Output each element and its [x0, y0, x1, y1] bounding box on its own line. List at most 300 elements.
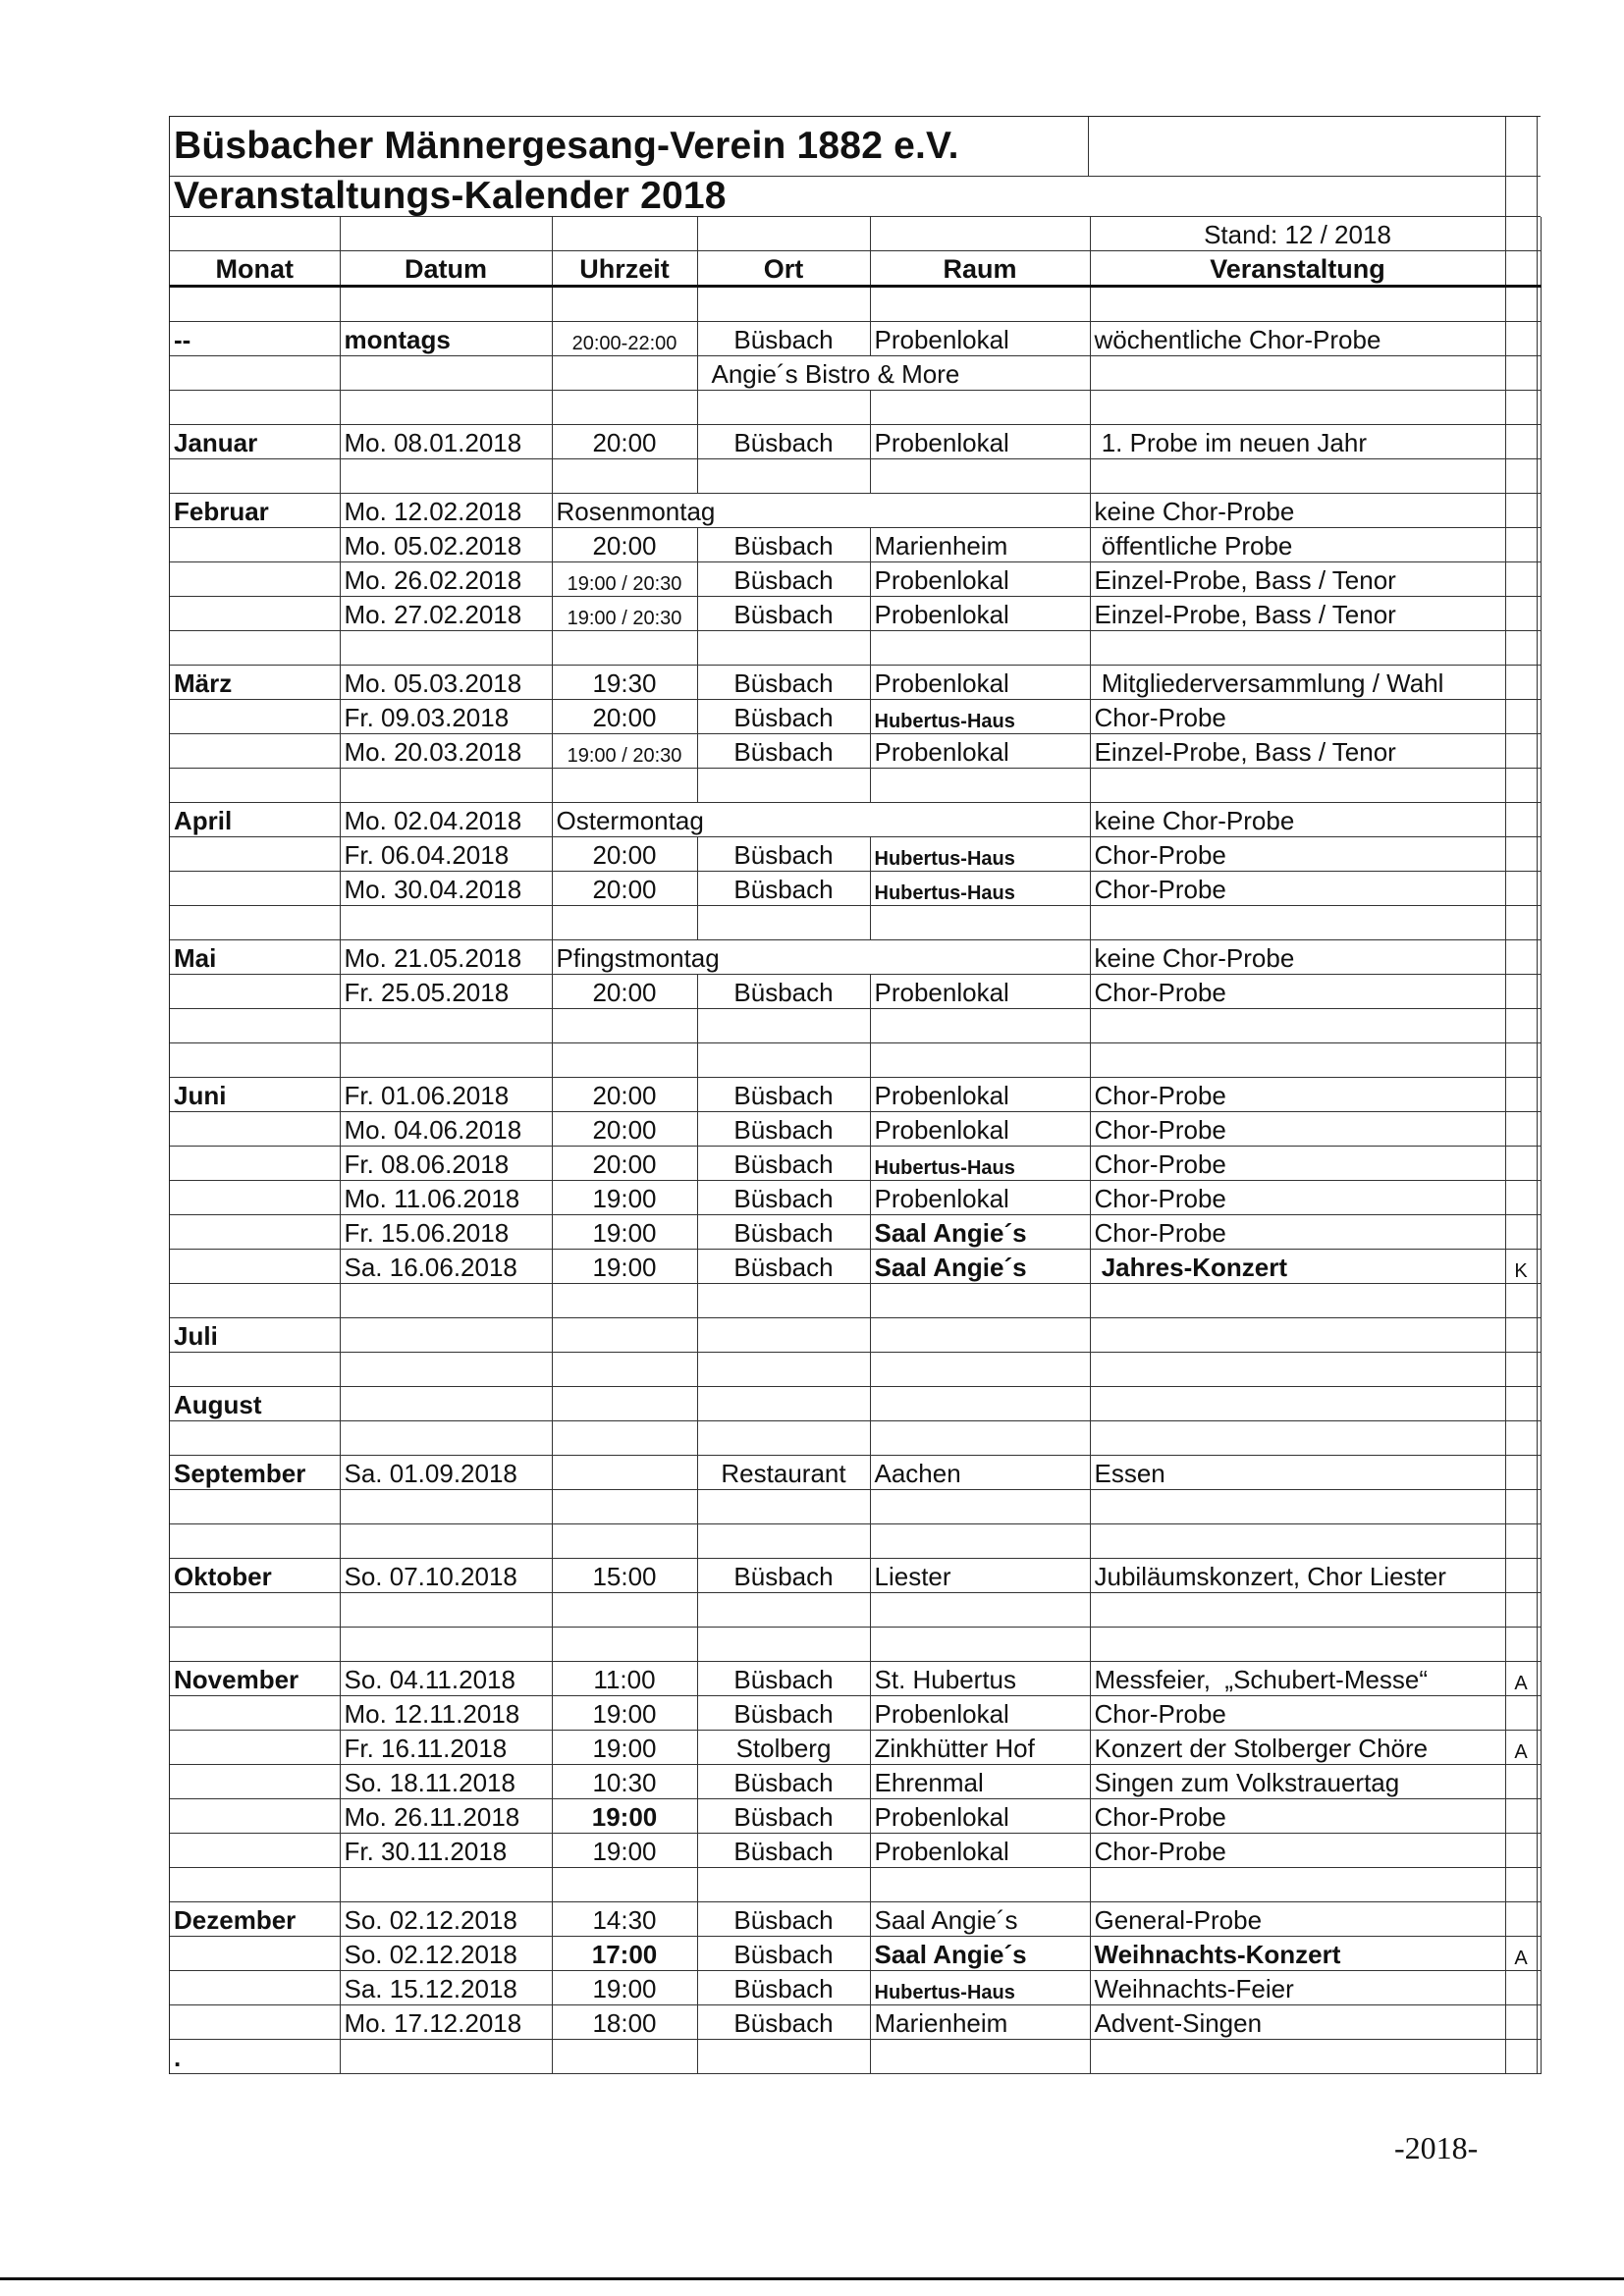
cell-raum: Aachen — [870, 1456, 1090, 1490]
cell-raum — [870, 1868, 1090, 1902]
cell-veranstaltung: Chor-Probe — [1090, 1696, 1505, 1731]
cell-datum — [340, 769, 552, 803]
cell-mark — [1505, 1009, 1537, 1043]
cell-uhrzeit: 19:00 — [552, 1250, 697, 1284]
cell-edge — [1537, 1181, 1541, 1215]
cell-datum: Mo. 04.06.2018 — [340, 1112, 552, 1147]
cell-uhrzeit: 19:30 — [552, 666, 697, 700]
cell-edge — [1537, 528, 1541, 562]
cell-uhrzeit: 15:00 — [552, 1559, 697, 1593]
cell-raum: Liester — [870, 1559, 1090, 1593]
cell-raum: Hubertus-Haus — [870, 872, 1090, 906]
cell-veranstaltung: Konzert der Stolberger Chöre — [1090, 1731, 1505, 1765]
cell-mark: A — [1505, 1937, 1537, 1971]
cell-datum — [340, 1490, 552, 1524]
cell-ort: Büsbach — [697, 1078, 870, 1112]
cell-monat — [170, 1215, 340, 1250]
events-table — [170, 217, 1542, 2074]
cell-edge — [1537, 1250, 1541, 1284]
cell-uhrzeit: 19:00 / 20:30 — [552, 597, 697, 631]
cell-monat: März — [170, 666, 340, 700]
cell-veranstaltung — [1090, 391, 1505, 425]
cell-veranstaltung: Singen zum Volkstrauertag — [1090, 1765, 1505, 1799]
cell-edge — [1537, 459, 1541, 494]
cell-ort: Büsbach — [697, 1147, 870, 1181]
cell-datum: Fr. 09.03.2018 — [340, 700, 552, 734]
cell-datum — [340, 1043, 552, 1078]
cell-raum — [870, 2040, 1090, 2074]
cell-datum — [340, 631, 552, 666]
cell-veranstaltung — [1090, 2040, 1505, 2074]
cell-edge — [1537, 1043, 1541, 1078]
cell-datum: Sa. 01.09.2018 — [340, 1456, 552, 1490]
cell-monat: August — [170, 1387, 340, 1421]
table-row — [170, 1318, 1541, 1353]
cell-monat: Dezember — [170, 1902, 340, 1937]
table-row — [170, 1147, 1541, 1181]
table-row — [170, 1043, 1541, 1078]
col-ort: Ort — [697, 251, 870, 287]
stand-row — [170, 217, 1541, 251]
cell-uhrzeit — [552, 356, 697, 391]
cell-ort: Büsbach — [697, 1696, 870, 1731]
subtitle-row — [170, 177, 1541, 217]
cell-monat — [170, 769, 340, 803]
table-row — [170, 837, 1541, 872]
cell-datum — [340, 1524, 552, 1559]
cell-mark — [1505, 700, 1537, 734]
cell-ort: Restaurant — [697, 1456, 870, 1490]
cell-raum: Probenlokal — [870, 975, 1090, 1009]
cell-ort: Büsbach — [697, 700, 870, 734]
cell-uhrzeit — [552, 1524, 697, 1559]
cell-mark — [1505, 1112, 1537, 1147]
cell-monat — [170, 1868, 340, 1902]
cell-edge — [1537, 803, 1541, 837]
cell-mark: K — [1505, 1250, 1537, 1284]
cell-edge — [1537, 597, 1541, 631]
cell-monat: Juli — [170, 1318, 340, 1353]
cell-edge — [1537, 1731, 1541, 1765]
cell-mark — [1505, 1043, 1537, 1078]
cell-mark: A — [1505, 1662, 1537, 1696]
cell-mark — [1505, 906, 1537, 940]
cell-monat — [170, 975, 340, 1009]
cell-ort — [697, 1593, 870, 1628]
table-row — [170, 391, 1541, 425]
cell-raum: St. Hubertus — [870, 1662, 1090, 1696]
cell-mark — [1505, 2040, 1537, 2074]
cell-veranstaltung: Chor-Probe — [1090, 1834, 1505, 1868]
cell-monat — [170, 459, 340, 494]
table-row — [170, 1731, 1541, 1765]
cell-uhrzeit — [552, 1009, 697, 1043]
cell-veranstaltung: Chor-Probe — [1090, 1215, 1505, 1250]
cell-ort — [697, 1421, 870, 1456]
cell-monat — [170, 1250, 340, 1284]
cell-veranstaltung: Chor-Probe — [1090, 1078, 1505, 1112]
cell-edge — [1537, 322, 1541, 356]
cell-veranstaltung: Mitgliederversammlung / Wahl — [1090, 666, 1505, 700]
cell-raum: Hubertus-Haus — [870, 1971, 1090, 2005]
column-header-row — [170, 251, 1541, 287]
cell-uhrzeit — [552, 287, 697, 322]
cell-ort: Büsbach — [697, 1834, 870, 1868]
table-row — [170, 1181, 1541, 1215]
cell-monat: September — [170, 1456, 340, 1490]
cell-monat — [170, 1043, 340, 1078]
cell-uhrzeit: 14:30 — [552, 1902, 697, 1937]
cell-veranstaltung: Einzel-Probe, Bass / Tenor — [1090, 597, 1505, 631]
cell-raum: Marienheim — [870, 2005, 1090, 2040]
cell-ort — [697, 1524, 870, 1559]
cell-datum: Mo. 05.03.2018 — [340, 666, 552, 700]
cell-datum — [340, 356, 552, 391]
cell-ort: Büsbach — [697, 1112, 870, 1147]
cell-edge — [1537, 1902, 1541, 1937]
cell-edge — [1537, 1799, 1541, 1834]
cell-veranstaltung: Chor-Probe — [1090, 872, 1505, 906]
cell-edge — [1537, 1628, 1541, 1662]
cell-veranstaltung — [1090, 1868, 1505, 1902]
cell-raum — [870, 769, 1090, 803]
cell-edge — [1537, 940, 1541, 975]
cell-veranstaltung: Chor-Probe — [1090, 1799, 1505, 1834]
cell-monat — [170, 2005, 340, 2040]
cell-mark — [1505, 1456, 1537, 1490]
cell-monat: . — [170, 2040, 340, 2074]
cell-mark — [1505, 940, 1537, 975]
cell-monat: Februar — [170, 494, 340, 528]
cell-uhrzeit: 19:00 — [552, 1731, 697, 1765]
cell-monat — [170, 1834, 340, 1868]
cell-datum — [340, 1318, 552, 1353]
calendar-title: Veranstaltungs-Kalender 2018 — [174, 175, 727, 217]
cell-mark — [1505, 1834, 1537, 1868]
cell-ort: Büsbach — [697, 837, 870, 872]
cell-ort: Büsbach — [697, 975, 870, 1009]
cell-monat — [170, 631, 340, 666]
cell-ort: Büsbach — [697, 1765, 870, 1799]
cell-uhrzeit: 19:00 / 20:30 — [552, 562, 697, 597]
cell-ort — [697, 1043, 870, 1078]
cell-veranstaltung — [1090, 769, 1505, 803]
cell-uhrzeit: 20:00 — [552, 700, 697, 734]
cell-veranstaltung: Chor-Probe — [1090, 975, 1505, 1009]
cell-mark — [1505, 528, 1537, 562]
cell-raum — [870, 1318, 1090, 1353]
col-raum: Raum — [870, 251, 1090, 287]
cell-veranstaltung: keine Chor-Probe — [1090, 940, 1505, 975]
cell-veranstaltung: Advent-Singen — [1090, 2005, 1505, 2040]
cell-monat: April — [170, 803, 340, 837]
table-row — [170, 1868, 1541, 1902]
cell-uhrzeit — [552, 631, 697, 666]
cell-ort — [697, 1490, 870, 1524]
table-row — [170, 1799, 1541, 1834]
cell-mark — [1505, 1971, 1537, 2005]
cell-raum: Probenlokal — [870, 666, 1090, 700]
cell-ort: Büsbach — [697, 1799, 870, 1834]
cell-datum: Mo. 21.05.2018 — [340, 940, 552, 975]
cell-raum: Probenlokal — [870, 1834, 1090, 1868]
cell-uhrzeit: 18:00 — [552, 2005, 697, 2040]
cell-mark — [1505, 1078, 1537, 1112]
cell-raum: Saal Angie´s — [870, 1215, 1090, 1250]
cell-edge — [1537, 2040, 1541, 2074]
cell-ort: Büsbach — [697, 1662, 870, 1696]
cell-monat — [170, 700, 340, 734]
cell-ort: Büsbach — [697, 872, 870, 906]
cell-ort: Büsbach — [697, 1902, 870, 1937]
cell-uhrzeit — [552, 1456, 697, 1490]
cell-datum: Fr. 01.06.2018 — [340, 1078, 552, 1112]
cell-veranstaltung: Weihnachts-Feier — [1090, 1971, 1505, 2005]
cell-monat — [170, 837, 340, 872]
cell-edge — [1537, 1009, 1541, 1043]
table-row — [170, 2005, 1541, 2040]
cell-ort — [697, 287, 870, 322]
cell-uhrzeit: 19:00 — [552, 1181, 697, 1215]
table-row — [170, 1971, 1541, 2005]
col-veranstaltung: Veranstaltung — [1090, 251, 1505, 287]
cell-mark — [1505, 1765, 1537, 1799]
table-row — [170, 1765, 1541, 1799]
cell-uhrzeit — [552, 1490, 697, 1524]
cell-monat — [170, 1765, 340, 1799]
cell-datum — [340, 287, 552, 322]
cell-datum — [340, 1387, 552, 1421]
cell-veranstaltung — [1090, 1421, 1505, 1456]
cell-uhrzeit — [552, 1353, 697, 1387]
cell-ort — [697, 769, 870, 803]
cell-veranstaltung: Messfeier, „Schubert-Messe“ — [1090, 1662, 1505, 1696]
cell-raum — [870, 631, 1090, 666]
cell-ort — [697, 1284, 870, 1318]
cell-raum: Marienheim — [870, 528, 1090, 562]
cell-datum: Mo. 26.02.2018 — [340, 562, 552, 597]
table-row — [170, 1009, 1541, 1043]
cell-raum — [870, 1284, 1090, 1318]
table-row — [170, 1662, 1541, 1696]
cell-mark — [1505, 425, 1537, 459]
cell-raum: Saal Angie´s — [870, 1937, 1090, 1971]
cell-ort: Büsbach — [697, 562, 870, 597]
cell-monat — [170, 528, 340, 562]
cell-ort: Büsbach — [697, 1215, 870, 1250]
cell-mark — [1505, 1181, 1537, 1215]
cell-veranstaltung: Jubiläumskonzert, Chor Liester — [1090, 1559, 1505, 1593]
cell-veranstaltung — [1090, 1009, 1505, 1043]
cell-ort — [697, 1628, 870, 1662]
cell-datum — [340, 1868, 552, 1902]
table-row — [170, 975, 1541, 1009]
cell-ort — [697, 459, 870, 494]
cell-uhrzeit — [552, 1284, 697, 1318]
cell-datum: Mo. 20.03.2018 — [340, 734, 552, 769]
cell-veranstaltung: 1. Probe im neuen Jahr — [1090, 425, 1505, 459]
cell-monat — [170, 287, 340, 322]
cell-datum: Mo. 12.02.2018 — [340, 494, 552, 528]
cell-mark — [1505, 769, 1537, 803]
cell-datum: Fr. 30.11.2018 — [340, 1834, 552, 1868]
cell-raum — [870, 1628, 1090, 1662]
table-row — [170, 1559, 1541, 1593]
cell-datum — [340, 1421, 552, 1456]
cell-ort — [697, 391, 870, 425]
cell-uhrzeit — [552, 391, 697, 425]
cell-edge — [1537, 700, 1541, 734]
cell-veranstaltung — [1090, 287, 1505, 322]
table-row — [170, 597, 1541, 631]
cell-ort: Büsbach — [697, 2005, 870, 2040]
cell-datum: Mo. 08.01.2018 — [340, 425, 552, 459]
cell-mark — [1505, 1353, 1537, 1387]
cell-edge — [1537, 769, 1541, 803]
cell-datum: Mo. 11.06.2018 — [340, 1181, 552, 1215]
cell-monat: Oktober — [170, 1559, 340, 1593]
cell-raum — [870, 1009, 1090, 1043]
cell-edge — [1537, 837, 1541, 872]
cell-datum: Fr. 15.06.2018 — [340, 1215, 552, 1250]
cell-datum — [340, 1628, 552, 1662]
cell-mark — [1505, 666, 1537, 700]
cell-uhrzeit: 20:00 — [552, 837, 697, 872]
cell-raum — [870, 1490, 1090, 1524]
cell-mark — [1505, 1421, 1537, 1456]
cell-monat — [170, 1731, 340, 1765]
cell-ort — [697, 1868, 870, 1902]
cell-uhrzeit — [552, 459, 697, 494]
cell-raum — [870, 459, 1090, 494]
cell-edge — [1537, 666, 1541, 700]
cell-edge — [1537, 1662, 1541, 1696]
cell-veranstaltung — [1090, 356, 1505, 391]
cell-mark — [1505, 1387, 1537, 1421]
cell-raum: Hubertus-Haus — [870, 1147, 1090, 1181]
cell-raum — [870, 1387, 1090, 1421]
calendar-sheet — [169, 116, 1541, 2074]
cell-datum: montags — [340, 322, 552, 356]
table-row — [170, 1456, 1541, 1490]
cell-veranstaltung: Essen — [1090, 1456, 1505, 1490]
cell-edge — [1537, 494, 1541, 528]
cell-veranstaltung — [1090, 1593, 1505, 1628]
cell-monat — [170, 1937, 340, 1971]
cell-edge — [1537, 1284, 1541, 1318]
cell-monat: November — [170, 1662, 340, 1696]
cell-ort: Angie´s Bistro & More — [697, 356, 1090, 391]
table-row — [170, 1387, 1541, 1421]
cell-veranstaltung — [1090, 1284, 1505, 1318]
table-row — [170, 562, 1541, 597]
cell-veranstaltung: Weihnachts-Konzert — [1090, 1937, 1505, 1971]
cell-mark — [1505, 1868, 1537, 1902]
cell-datum: So. 18.11.2018 — [340, 1765, 552, 1799]
cell-raum: Probenlokal — [870, 562, 1090, 597]
table-row — [170, 872, 1541, 906]
cell-raum: Zinkhütter Hof — [870, 1731, 1090, 1765]
cell-mark — [1505, 1215, 1537, 1250]
table-row — [170, 1696, 1541, 1731]
cell-mark — [1505, 459, 1537, 494]
cell-monat — [170, 1524, 340, 1559]
table-row — [170, 2040, 1541, 2074]
cell-uhrzeit: 20:00 — [552, 528, 697, 562]
cell-ort: Büsbach — [697, 1971, 870, 2005]
cell-monat — [170, 1593, 340, 1628]
cell-uhrzeit — [552, 1387, 697, 1421]
cell-uhrzeit: 20:00 — [552, 1147, 697, 1181]
cell-monat: Januar — [170, 425, 340, 459]
cell-mark — [1505, 494, 1537, 528]
cell-datum — [340, 1009, 552, 1043]
cell-uhrzeit — [552, 1593, 697, 1628]
cell-veranstaltung: Chor-Probe — [1090, 1147, 1505, 1181]
cell-uhrzeit: Rosenmontag — [552, 494, 1090, 528]
cell-veranstaltung — [1090, 1524, 1505, 1559]
table-row — [170, 1593, 1541, 1628]
cell-datum: Mo. 27.02.2018 — [340, 597, 552, 631]
cell-edge — [1537, 631, 1541, 666]
cell-edge — [1537, 1421, 1541, 1456]
cell-raum: Saal Angie´s — [870, 1250, 1090, 1284]
cell-edge — [1537, 1215, 1541, 1250]
cell-datum: Mo. 05.02.2018 — [340, 528, 552, 562]
cell-mark — [1505, 1284, 1537, 1318]
cell-veranstaltung: keine Chor-Probe — [1090, 494, 1505, 528]
cell-edge — [1537, 1112, 1541, 1147]
cell-veranstaltung — [1090, 459, 1505, 494]
cell-veranstaltung: Chor-Probe — [1090, 700, 1505, 734]
cell-veranstaltung — [1090, 1353, 1505, 1387]
cell-edge — [1537, 1834, 1541, 1868]
stand-label: Stand: 12 / 2018 — [1090, 217, 1505, 251]
cell-edge — [1537, 391, 1541, 425]
table-row — [170, 287, 1541, 322]
cell-monat — [170, 1284, 340, 1318]
table-row — [170, 940, 1541, 975]
cell-edge — [1537, 906, 1541, 940]
cell-uhrzeit: Ostermontag — [552, 803, 1090, 837]
cell-datum: Fr. 25.05.2018 — [340, 975, 552, 1009]
table-row — [170, 322, 1541, 356]
cell-datum: Sa. 16.06.2018 — [340, 1250, 552, 1284]
cell-veranstaltung — [1090, 1318, 1505, 1353]
cell-mark — [1505, 597, 1537, 631]
cell-ort: Büsbach — [697, 1181, 870, 1215]
col-monat: Monat — [170, 251, 340, 287]
cell-mark — [1505, 322, 1537, 356]
table-row — [170, 803, 1541, 837]
cell-ort: Büsbach — [697, 1559, 870, 1593]
cell-uhrzeit: 10:30 — [552, 1765, 697, 1799]
cell-edge — [1537, 734, 1541, 769]
cell-uhrzeit: 20:00 — [552, 425, 697, 459]
cell-monat — [170, 1696, 340, 1731]
cell-mark — [1505, 631, 1537, 666]
cell-monat — [170, 356, 340, 391]
cell-mark — [1505, 1318, 1537, 1353]
cell-ort: Büsbach — [697, 597, 870, 631]
page-footer: -2018- — [1394, 2130, 1479, 2165]
cell-monat — [170, 1628, 340, 1662]
cell-uhrzeit — [552, 906, 697, 940]
cell-edge — [1537, 287, 1541, 322]
cell-ort: Büsbach — [697, 528, 870, 562]
cell-monat — [170, 1147, 340, 1181]
cell-uhrzeit: 11:00 — [552, 1662, 697, 1696]
